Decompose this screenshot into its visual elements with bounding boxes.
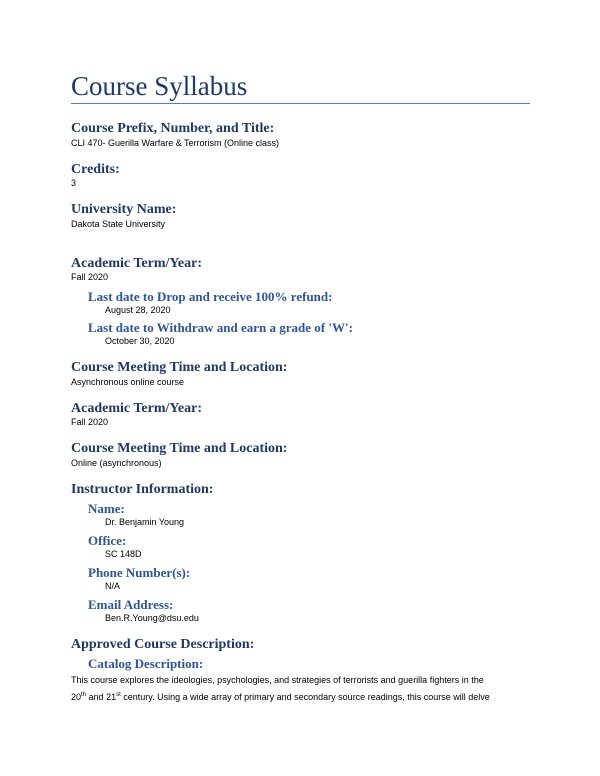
office-heading: Office: bbox=[88, 533, 127, 548]
meeting-value: Asynchronous online course bbox=[71, 377, 185, 387]
instructor-name-heading: Name: bbox=[88, 501, 125, 516]
instructor-name-value: Dr. Benjamin Young bbox=[105, 517, 185, 527]
drop-date-heading: Last date to Drop and receive 100% refund: bbox=[88, 289, 333, 304]
credits-heading: Credits: bbox=[71, 162, 120, 177]
term-value: Fall 2020 bbox=[71, 272, 109, 282]
document-title: Course Syllabus bbox=[71, 71, 248, 101]
phone-value: N/A bbox=[105, 581, 121, 591]
phone-heading: Phone Number(s): bbox=[88, 565, 191, 580]
title-divider bbox=[71, 103, 530, 104]
credits-value: 3 bbox=[71, 178, 77, 188]
instructor-heading: Instructor Information: bbox=[71, 482, 214, 497]
ordinal-20-suffix: th bbox=[81, 692, 87, 698]
university-value: Dakota State University bbox=[71, 219, 166, 229]
university-heading: University Name: bbox=[71, 202, 177, 217]
ordinal-21-suffix: st bbox=[116, 692, 121, 698]
term-heading-2: Academic Term/Year: bbox=[71, 401, 203, 416]
term-value-2: Fall 2020 bbox=[71, 417, 109, 427]
description-text-line-1: This course explores the ideologies, psychologies, and strategies of terrorists and guerilla fighters in the bbox=[71, 675, 484, 685]
withdraw-date-heading: Last date to Withdraw and earn a grade of 'W': bbox=[88, 320, 353, 335]
description-heading: Approved Course Description: bbox=[71, 637, 255, 652]
catalog-description-heading: Catalog Description: bbox=[88, 656, 204, 671]
email-value: Ben.R.Young@dsu.edu bbox=[105, 613, 199, 623]
drop-date-value: August 28, 2020 bbox=[105, 305, 171, 315]
office-value: SC 148D bbox=[105, 549, 142, 559]
ordinal-20-number: 20 bbox=[71, 692, 82, 702]
email-heading: Email Address: bbox=[88, 597, 174, 612]
meeting-heading-2: Course Meeting Time and Location: bbox=[71, 441, 288, 456]
description-text-and: and bbox=[86, 692, 107, 702]
withdraw-date-value: October 30, 2020 bbox=[105, 336, 175, 346]
description-text-line-2: century. Using a wide array of primary and secondary source readings, this course will delve bbox=[120, 692, 490, 702]
prefix-value: CLI 470- Guerilla Warfare & Terrorism (Online class) bbox=[71, 138, 280, 148]
ordinal-21-number: 21 bbox=[106, 692, 117, 702]
meeting-heading: Course Meeting Time and Location: bbox=[71, 360, 288, 375]
prefix-heading: Course Prefix, Number, and Title: bbox=[71, 121, 275, 136]
catalog-description-text bbox=[71, 672, 531, 706]
term-heading: Academic Term/Year: bbox=[71, 256, 203, 271]
meeting-value-2: Online (asynchronous) bbox=[71, 458, 162, 468]
